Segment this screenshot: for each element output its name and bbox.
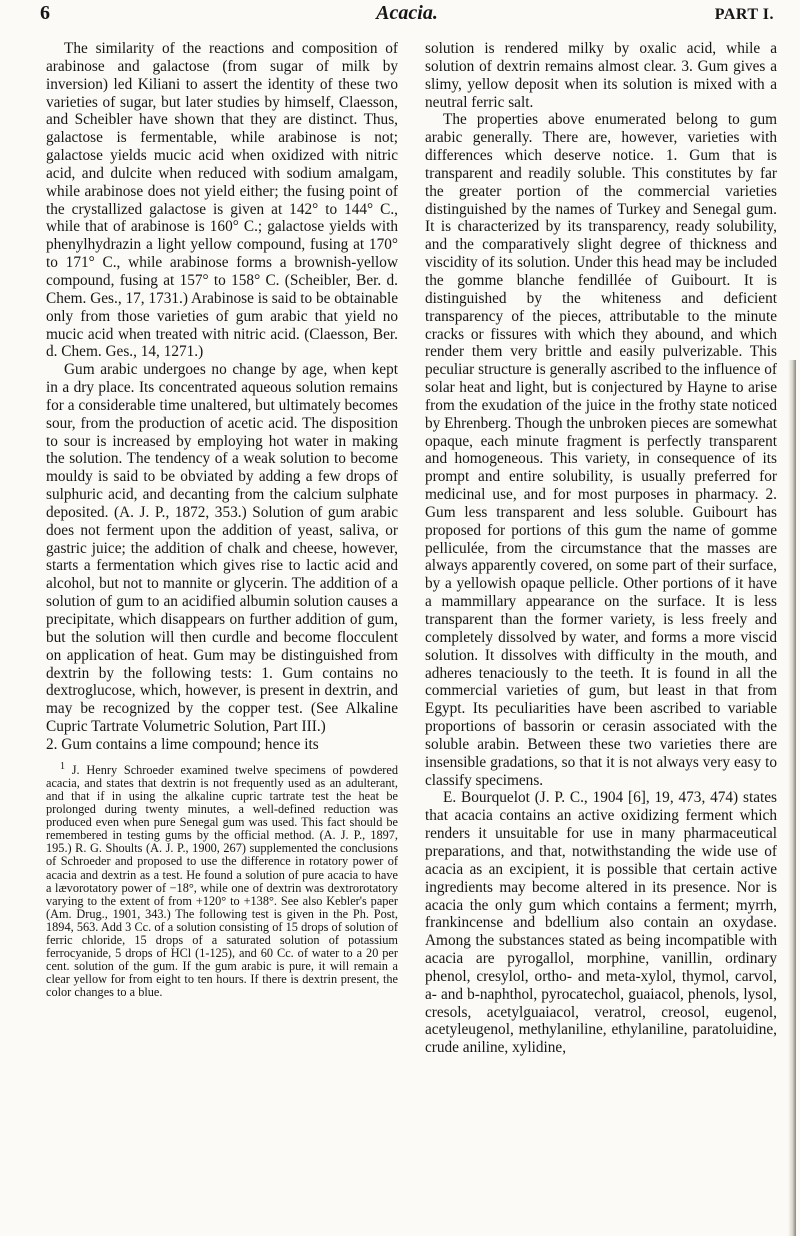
part-label: PART I. [714,6,774,23]
right-column [425,40,777,1057]
paragraph-oxalic: solution is rendered milky by oxalic acid, while a solution of dextrin remains almost clear. 3. Gum gives a slimy, yellow deposit when its solution is mixed with a neutral ferric salt. [425,40,777,111]
paragraph-sugars: The similarity of the reactions and composition of arabinose and galactose (from sugar of milk by inversion) led Kiliani to assert the identity of these two varieties of sugar, but later studies by himself, Claesson, and Scheibler have shown that they are distinct. Thus, galactose is fermentable, while arabinose is not; galactose yields mucic acid when oxidized with nitric acid, and dulcite when reduced with sodium amalgam, while arabinose does not yield either; the fusing point of the crystallized galactose is given at 142° to 144° C., while that of arabinose is 160° C.; galactose yields with phenylhydrazin a light yellow compound, fusing at 170° to 171° C., while arabinose forms a brownish-yellow compound, fusing at 157° to 158° C. (Scheibler, Ber. d. Chem. Ges., 17, 1731.) Arabinose is said to be obtainable only from those varieties of gum arabic that yield no mucic acid when treated with nitric acid. (Claesson, Ber. d. Chem. Ges., 14, 1271.) [46,40,398,361]
page-number: 6 [40,2,50,24]
footnote-mark: 1 [60,760,65,772]
page-edge-shadow [788,360,796,1236]
footnote-text: J. Henry Schroeder examined twelve specimens of powdered acacia, and states that dextrin is not frequently used as an adulterant, and that if in using the alkaline cupric tartrate test the heat be prolonged during twenty minutes, a well-defined reduction was produced even when pure Senegal gum was used. This fact should be remembered in testing gums by the official method. (A. J. P., 1897, 195.) R. G. Shoults (A. J. P., 1900, 267) supplemented the conclusions of Schroeder and proposed to use the difference in rotatory power of acacia and dextrin as a test. He found a solution of pure acacia to have a lævorotatory power of −18°, while one of dextrin was dextrorotatory varying to the extent of from +120° to +138°. See also Kebler's paper (Am. Drug., 1901, 343.) The following test is given in the Ph. Post, 1894, 563. Add 3 Cc. of a solution consisting of 15 drops of solution of ferric chloride, 15 drops of a saturated solution of potassium ferrocyanide, 5 drops of HCl (1-125), and 60 Cc. of water to a 20 per cent. solution of the gum. If the gum arabic is pure, it will remain a clear yellow for from eight to ten hours. If there is dextrin present, the color changes to a blue. [46,762,398,1000]
paragraph-lime-test: 2. Gum contains a lime compound; hence its [46,735,319,753]
left-column [46,40,398,999]
running-title: Acacia. [376,2,438,24]
paragraph-bourquelot: E. Bourquelot (J. P. C., 1904 [6], 19, 473, 474) states that acacia contains an active oxidizing ferment which renders it unsuitable for use in many pharmaceutical preparations, and that, notwithstanding the wide use of acacia as an excipient, it is possible that certain active ingredients may become altered in its presence. Nor is acacia the only gum which contains a ferment; myrrh, frankincense and bdellium also contain an oxydase. Among the substances stated as being incompatible with acacia are pyrogallol, morphine, vanillin, ordinary phenol, cresylol, ortho- and meta-xylol, thymol, carvol, a- and b-naphthol, pyrocatechol, guaiacol, phenols, lysol, cresols, acetylguaiacol, veratrol, creosol, eugenol, acetyleugenol, methylaniline, ethylaniline, paratoluidine, crude aniline, xylidine, [425,789,777,1057]
paragraph-gum-properties: Gum arabic undergoes no change by age, when kept in a dry place. Its concentrated aqueous solution remains for a considerable time unaltered, but ultimately becomes sour, from the production of acetic acid. The disposition to sour is increased by employing hot water in making the solution. The tendency of a weak solution to become mouldy is said to be obviated by adding a few drops of sulphuric acid, and decanting from the calcium sulphate deposited. (A. J. P., 1872, 353.) Solution of gum arabic does not ferment upon the addition of yeast, saliva, or gastric juice; the addition of chalk and cheese, however, starts a fermentation which gives rise to lactic acid and alcohol, but not to mannite or glycerin. The addition of a solution of gum to an acidified albumin solution causes a precipitate, which disappears on further addition of gum, but the solution will then curdle and become flocculent on application of heat. Gum may be distinguished from dextrin by the following tests: 1. Gum contains no dextroglucose, which, however, is present in dextrin, and may be recognized by the copper test. (See Alkaline Cupric Tartrate Volumetric Solution, Part III.) [46,361,398,736]
paragraph-varieties: The properties above enumerated belong to gum arabic generally. There are, however, varieties with differences which deserve notice. 1. Gum that is transparent and readily soluble. This constitutes by far the greater portion of the commercial varieties distinguished by the names of Turkey and Senegal gum. It is characterized by its transparency, ready solubility, and the comparatively slight degree of thickness and viscidity of its solution. Under this head may be included the gomme blanche fendillée of Guibourt. It is distinguished by the whiteness and deficient transparency of the pieces, attributable to the minute cracks or fissures with which they abound, and which render them very brittle and easily pulverizable. This peculiar structure is generally ascribed to the influence of solar heat and light, but is conjectured by Hayne to arise from the exudation of the juice in the frothy state noticed by Ehrenberg. Though the unbroken pieces are somewhat opaque, each minute fragment is perfectly transparent and homogeneous. This variety, in consequence of its prompt and entire solubility, is usually preferred for medicinal use, and for most purposes in pharmacy. 2. Gum less transparent and less soluble. Guibourt has proposed for portions of this gum the name of gomme pelliculée, from the circumstance that the masses are always apparently covered, on some part of their surface, by a yellowish opaque pellicle. Other portions of it have a mammillary appearance on the surface. It is less transparent than the former variety, is less freely and completely dissolved by water, and forms a more viscid solution. It dissolves with difficulty in the mouth, and adheres tenaciously to the teeth. It is found in all the commercial varieties of gum, but least in that from Egypt. Its peculiarities have been ascribed to variable proportions of bassorin or cerasin associated with the soluble arabin. Between these two varieties there are insensible gradations, so that it is not always very easy to classify specimens. [425,111,778,789]
page-header [40,2,774,28]
footnote [46,760,398,1000]
